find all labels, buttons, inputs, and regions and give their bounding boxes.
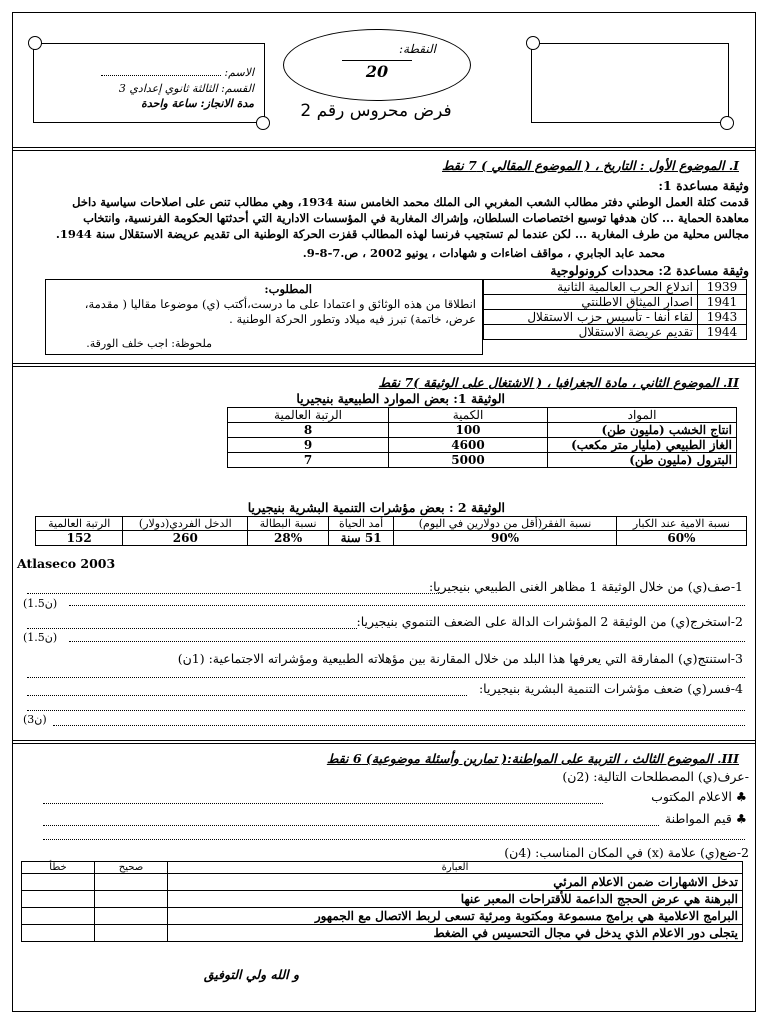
statement-cell: البرهنة هي عرض الحجج الداعمة للأقتراحات المعبر عنها [168, 891, 743, 908]
statement-cell: يتجلى دور الاعلام الذي يدخل في مجال التحسيس في الضغط [168, 925, 743, 942]
table-cell: البترول (مليون طن) [548, 453, 737, 468]
answer-line[interactable] [69, 641, 745, 642]
table-row [228, 408, 737, 423]
part1-doc2-title: وثيقة مساعدة 2: محددات كرونولوجية [550, 263, 749, 278]
table-cell: 90% [394, 531, 617, 546]
resources-table [227, 407, 737, 468]
col-header: المواد [548, 408, 737, 423]
exam-title: فرض محروس رقم 2 [300, 101, 452, 121]
required-text: انطلاقا من هذه الوثائق و اعتمادا على ما درست،أكتب (ي) موضوعا مقاليا ( مقدمة، عرض، خاتمة) تبرز فيه ميلاد وتطور الحركة الوطنية . [84, 297, 476, 326]
blank-scroll [531, 43, 729, 123]
part1-heading: I. الموضوع الأول : التاريخ ، ( الموضوع المقالي ) 7 نقط [442, 158, 739, 173]
table-row [484, 295, 747, 310]
part1-doc1-line1: قدمت كتلة العمل الوطني دفتر مطالب الشعب المغربي الى الملك محمد الخامس سنة 1934، وهي مطالب تنص على اصلاحات سياسية داخل [72, 195, 749, 209]
score-label: النقطة: [398, 42, 436, 56]
club-bullet-icon: ♣ [735, 811, 747, 826]
table-row [484, 325, 747, 340]
part3-heading: III. الموضوع الثالث ، التربية على المواطنة:( تمارين وأسئلة موضوعية) 6 نقط [326, 751, 739, 766]
table-cell: 7 [228, 453, 389, 468]
statement-cell: البرامج الاعلامية هي برامج مسموعة ومكتوبة ومرئية تسعى لربط الاتصال مع الجمهور [168, 908, 743, 925]
answer-line[interactable] [27, 695, 467, 696]
answer-line[interactable] [27, 593, 439, 594]
name-label: الاسم: [224, 66, 254, 79]
term-1 [627, 789, 747, 805]
table-row [228, 423, 737, 438]
question-3: 3-استنتج(ي) المفارقة التي يعرفها هذا البلد من خلال المقارنة بين مؤهلاته الطبيعية ومؤشراته الاجتماعية: (1ن) [177, 651, 743, 666]
table-cell: 51 سنة [329, 531, 394, 546]
table-cell: الغاز الطبيعي (مليار متر مكعب) [548, 438, 737, 453]
table-row [22, 862, 743, 874]
table-row [484, 280, 747, 295]
answer-line[interactable] [27, 628, 357, 629]
term-label: الاعلام المكتوب [651, 789, 732, 804]
student-info-scroll [33, 43, 265, 123]
class-label: القسم: الثالثة ثانوي إعدادي 3 [118, 82, 254, 95]
source-atlaseco: Atlaseco 2003 [17, 556, 116, 571]
chrono-year: 1939 [698, 280, 747, 295]
col-header: الرتبة العالمية [36, 517, 123, 531]
duration-label: مدة الانجاز: ساعة واحدة [141, 97, 254, 110]
table-row [22, 908, 743, 925]
table-cell: 4600 [389, 438, 548, 453]
true-cell[interactable] [95, 925, 168, 942]
table-row [228, 438, 737, 453]
col-header: صحيح [95, 862, 168, 874]
chrono-event: لقاء أنفا - تأسيس حزب الاستقلال [484, 310, 698, 325]
part1-doc1-line2: معاهدة الحماية ... كان هدفها توسيع اختصاصات السلطان، وإشراك المغاربة في المؤسسات الادارية التي أحدثتها الحكومة الفرنسية، وانتخاب [83, 211, 749, 225]
answer-line[interactable] [53, 725, 745, 726]
answer-line[interactable] [43, 803, 603, 804]
table-row [228, 453, 737, 468]
table-cell: 60% [616, 531, 746, 546]
score-total: 20 [365, 62, 389, 81]
chronology-table [483, 279, 747, 340]
col-header: نسبة البطالة [248, 517, 329, 531]
question-2-points: (1.5ن) [23, 631, 58, 644]
part1-doc1-source: محمد عابد الجابري ، مواقف اضاءات و شهادات ، يونيو 2002 ، ص.7-8-9. [302, 246, 665, 260]
col-header: خطأ [22, 862, 95, 874]
false-cell[interactable] [22, 891, 95, 908]
true-cell[interactable] [95, 891, 168, 908]
table-row [22, 925, 743, 942]
answer-line[interactable] [27, 710, 745, 711]
table-row [22, 891, 743, 908]
table-row [22, 874, 743, 891]
answer-line[interactable] [43, 839, 745, 840]
table-cell: انتاج الخشب (مليون طن) [548, 423, 737, 438]
table-cell: 260 [123, 531, 248, 546]
indicators-table [35, 516, 747, 546]
false-cell[interactable] [22, 908, 95, 925]
part2-doc2-title: الوثيقة 2 : بعض مؤشرات التنمية البشرية بنيجيريا [247, 500, 505, 515]
score-ellipse [283, 29, 471, 101]
part2-heading: II. الموضوع الثاني ، مادة الجغرافيا ، ( الاشتغال على الوثيقة )7 نقط [378, 375, 739, 390]
col-header: أمد الحياة [329, 517, 394, 531]
table-cell: 100 [389, 423, 548, 438]
club-bullet-icon: ♣ [735, 789, 747, 804]
note-text: ملحوظة: اجب خلف الورقة. [86, 337, 212, 350]
answer-line[interactable] [43, 825, 659, 826]
false-cell[interactable] [22, 925, 95, 942]
chrono-year: 1941 [698, 295, 747, 310]
col-header: الدخل الفردي(دولار) [123, 517, 248, 531]
table-row [484, 310, 747, 325]
col-header: نسبة الامية عند الكبار [616, 517, 746, 531]
required-title: المطلوب: [264, 282, 312, 296]
chrono-event: اندلاع الحرب العالمية الثانية [484, 280, 698, 295]
chrono-event: تقديم عريضة الاستقلال [484, 325, 698, 340]
part2-doc1-title: الوثيقة 1: بعض الموارد الطبيعية بنيجيريا [296, 391, 505, 406]
col-header: نسبة الفقر(أقل من دولارين في اليوم) [394, 517, 617, 531]
chrono-year: 1943 [698, 310, 747, 325]
table-cell: 28% [248, 531, 329, 546]
table-cell: 8 [228, 423, 389, 438]
term-label: قيم المواطنة [664, 811, 732, 826]
part3-q1: -عرف(ي) المصطلحات التالية: (2ن) [562, 769, 749, 784]
table-cell: 152 [36, 531, 123, 546]
table-cell: 9 [228, 438, 389, 453]
table-row [36, 531, 747, 546]
chrono-year: 1944 [698, 325, 747, 340]
statement-cell: تدخل الاشهارات ضمن الاعلام المرئي [168, 874, 743, 891]
col-header: الكمية [389, 408, 548, 423]
question-2: 2-استخرج(ي) من الوثيقة 2 المؤشرات الدالة على الضعف التنموي بنيجيريا: [356, 614, 743, 629]
question-4: 4-فسر(ي) ضعف مؤشرات التنمية البشرية بنيجيريا: [478, 681, 743, 696]
col-header: الرتبة العالمية [228, 408, 389, 423]
true-false-table [21, 861, 743, 942]
part1-doc1-line3: مجالس محلية من طرف المغاربة ... لكن عندما لم تستجيب فرنسا لهذه المطالب قفزت الحركة الوطنية الى تقديم عريضة الاستقلال سنة 1944. [55, 227, 749, 241]
table-row [36, 517, 747, 531]
exam-page [12, 12, 756, 1012]
table-cell: 5000 [389, 453, 548, 468]
question-1-points: (1.5ن) [23, 597, 58, 610]
question-1: 1-صف(ي) من خلال الوثيقة 1 مظاهر الغنى الطبيعي بنيجيريا: [428, 579, 743, 594]
part1-doc1-title: وثيقة مساعدة 1: [658, 178, 749, 193]
required-box [45, 279, 483, 355]
true-cell[interactable] [95, 874, 168, 891]
col-header: العبارة [168, 862, 743, 874]
answer-line[interactable] [69, 605, 745, 606]
chrono-event: اصدار الميثاق الاطلنتي [484, 295, 698, 310]
question-4-points: (3ن) [23, 713, 47, 726]
false-cell[interactable] [22, 874, 95, 891]
answer-line[interactable] [27, 677, 745, 678]
closing-text: و الله ولي التوفيق [203, 967, 299, 982]
true-cell[interactable] [95, 908, 168, 925]
part3-q2: 2-ضع(ي) علامة (x) في المكان المناسب: (4ن) [504, 845, 749, 860]
